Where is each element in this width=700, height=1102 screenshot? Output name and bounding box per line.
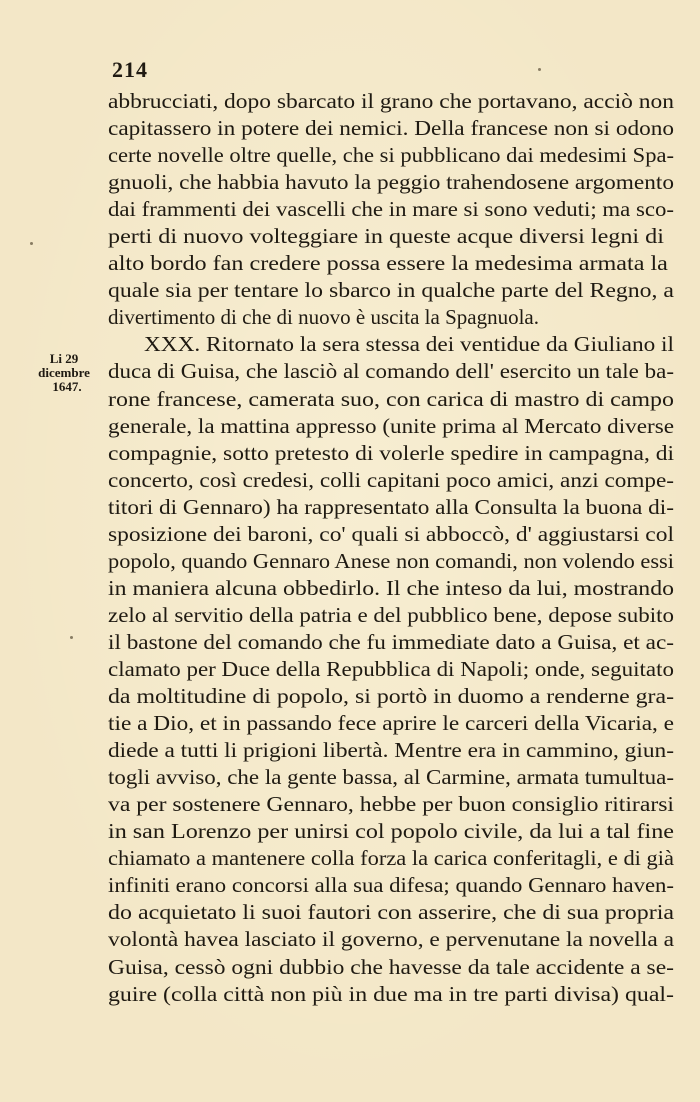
margin-note-year: 1647.: [52, 379, 82, 394]
text-line: titori di Gennaro) ha rappresentato alla Consulta la buona di-: [108, 494, 675, 519]
text-line: sposizione dei baroni, co' quali si abboccò, d' aggiustarsi col: [108, 521, 674, 546]
text-line: concerto, così credesi, colli capitani poco amici, anzi compe-: [108, 467, 674, 492]
text-line: diede a tutti li prigioni libertà. Mentre era in cammino, giun-: [108, 738, 674, 763]
text-line: rone francese, camerata suo, con carica di mastro di campo: [108, 386, 675, 411]
text-line: chiamato a mantenere colla forza la carica conferitagli, e di già: [108, 846, 675, 871]
text-line: quale sia per tentare lo sbarco in qualche parte del Regno, a: [108, 278, 674, 303]
text-line: guire (colla città non più in due ma in tre parti divisa) qual-: [108, 981, 674, 1006]
text-line: alto bordo fan credere possa essere la medesima armata la: [108, 251, 668, 276]
text-line: abbrucciati, dopo sbarcato il grano che portavano, acciò non: [108, 89, 675, 113]
text-line: tie a Dio, et in passando fece aprire le carceri della Vicaria, e: [108, 711, 675, 736]
text-line: infiniti erano concorsi alla sua difesa; quando Gennaro haven-: [108, 873, 675, 898]
paper-speck: [538, 68, 541, 71]
paper-speck: [70, 636, 73, 639]
text-line: generale, la mattina appresso (unite prima al Mercato diverse: [108, 413, 674, 438]
text-line: do acquietato li suoi fautori con asserire, che di sua propria: [108, 900, 675, 925]
page-number: 214: [112, 57, 148, 82]
text-line: certe novelle oltre quelle, che si pubblicano dai medesimi Spa-: [108, 143, 675, 168]
text-line: zelo al servitio della patria e del pubblico bene, depose subito: [108, 602, 674, 627]
margin-note-month: dicembre: [38, 365, 90, 380]
text-line: capitassero in potere dei nemici. Della francese non si odono: [108, 116, 674, 141]
text-line: Guisa, cessò ogni dubbio che havesse da tale accidente a se-: [108, 954, 674, 979]
text-line: in maniera alcuna obbedirlo. Il che inteso da lui, mostrando: [108, 575, 674, 600]
text-line: volontà havea lasciato il governo, e pervenutane la novella a: [108, 927, 674, 952]
text-line: duca di Guisa, che lasciò al comando dell' esercito un tale ba-: [108, 359, 674, 384]
text-line: il bastone del comando che fu immediate dato a Guisa, et ac-: [108, 629, 674, 654]
text-line: va per sostenere Gennaro, hebbe per buon consiglio ritirarsi: [108, 792, 675, 817]
text-line: popolo, quando Gennaro Anese non comandi, non volendo essi: [108, 548, 674, 573]
text-line: compagnie, sotto pretesto di volerle spedire in campagna, di: [108, 440, 675, 465]
margin-date-note: [26, 352, 102, 394]
text-line: da moltitudine di popolo, si portò in duomo a renderne gra-: [108, 684, 675, 709]
text-line: gnuoli, che habbia havuto la peggio trahendosene argomento: [108, 170, 675, 195]
text-line: clamato per Duce della Repubblica di Napoli; onde, seguitato: [108, 656, 674, 681]
paragraph-start-line: XXX. Ritornato la sera stessa dei ventidue da Giuliano il: [144, 332, 674, 357]
margin-note-day: Li 29: [49, 351, 79, 366]
text-line: divertimento di che di nuovo è uscita la Spagnuola.: [108, 305, 539, 330]
text-line: perti di nuovo volteggiare in queste acque diversi legni di: [108, 224, 664, 249]
text-line: in san Lorenzo per unirsi col popolo civile, da lui a tal fine: [108, 819, 675, 844]
text-line: dai frammenti dei vascelli che in mare si sono veduti; ma sco-: [108, 197, 675, 222]
paper-speck: [30, 242, 33, 245]
text-line: togli avviso, che la gente bassa, al Carmine, armata tumultua-: [108, 765, 675, 790]
body-text: [108, 88, 674, 1008]
